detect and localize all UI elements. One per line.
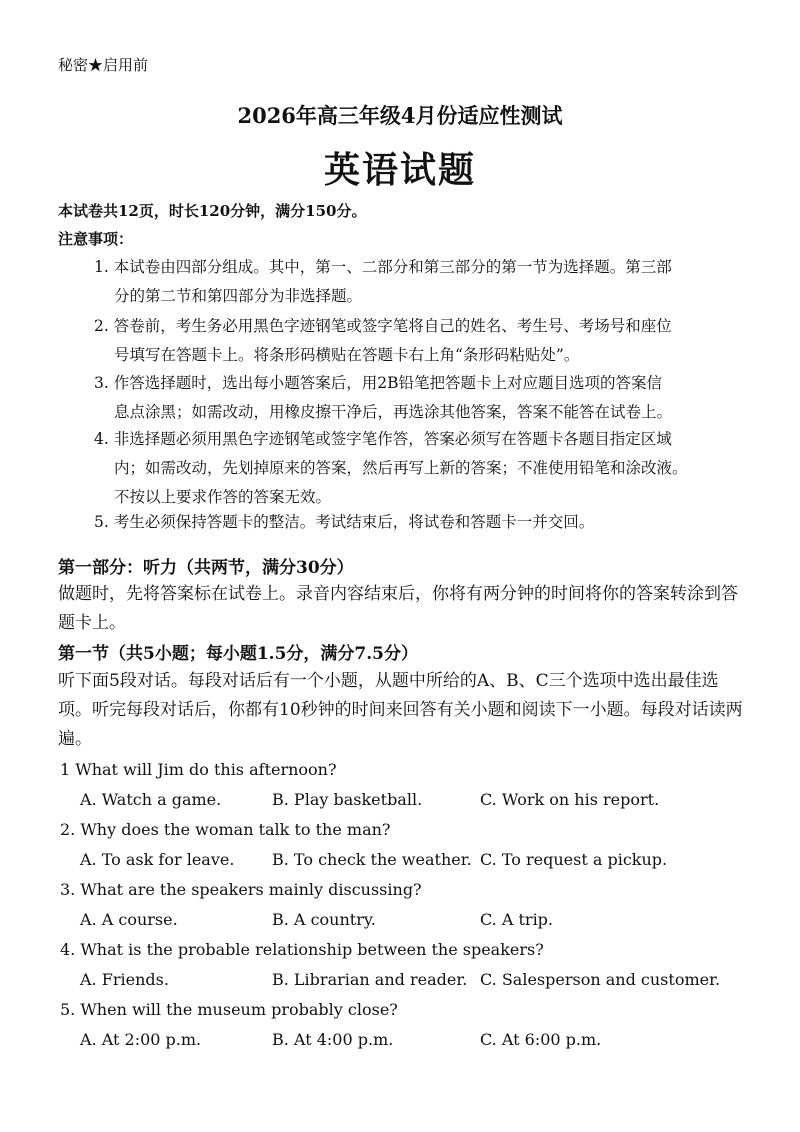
option-c: C. A trip. [480, 910, 554, 929]
note-item [94, 425, 754, 512]
notes-heading: 注意事项： [58, 230, 134, 248]
option-b: B. A country. [272, 910, 376, 929]
question-text: 1 What will Jim do this afternoon? [60, 760, 337, 779]
exam-title: 2026年高三年级4月份适应性测试 [237, 103, 563, 128]
option-a: A. Friends. [80, 970, 169, 989]
option-a: A. Watch a game. [80, 790, 222, 809]
confidential-label: 秘密★启用前 [58, 56, 149, 74]
part1-heading: 第一部分：听力（共两节，满分30分） [58, 558, 354, 578]
section1-heading: 第一节（共5小题；每小题1.5分，满分7.5分） [58, 644, 418, 664]
note-line: 2. 答卷前，考生务必用黑色字迹钢笔或签字笔将自己的姓名、考生号、考场号和座位 [94, 317, 672, 335]
note-item [94, 312, 754, 370]
option-c: C. Salesperson and customer. [480, 970, 721, 989]
option-a: A. To ask for leave. [80, 850, 235, 869]
subject-title: 英语试题 [323, 149, 476, 191]
question-text: 3. What are the speakers mainly discussing? [60, 880, 422, 899]
note-item [94, 508, 754, 537]
note-line: 内；如需改动，先划掉原来的答案，然后再写上新的答案；不准使用铅笔和涂改液。 [114, 459, 688, 477]
option-b: B. To check the weather. [272, 850, 472, 869]
note-line: 1. 本试卷由四部分组成。其中，第一、二部分和第三部分的第一节为选择题。第三部 [94, 258, 672, 276]
note-line: 3. 作答选择题时，选出每小题答案后，用2B铅笔把答题卡上对应题目选项的答案信 [94, 374, 662, 392]
note-line: 5. 考生必须保持答题卡的整洁。考试结束后，将试卷和答题卡一并交回。 [94, 513, 595, 531]
question-text: 5. When will the museum probably close? [60, 1000, 398, 1019]
option-a: A. At 2:00 p.m. [80, 1030, 202, 1049]
question-text: 2. Why does the woman talk to the man? [60, 820, 391, 839]
question-text: 4. What is the probable relationship between the speakers? [60, 940, 544, 959]
note-line: 不按以上要求作答的答案无效。 [114, 488, 332, 506]
option-c: C. Work on his report. [480, 790, 660, 809]
option-a: A. A course. [80, 910, 178, 929]
note-line: 分的第二节和第四部分为非选择题。 [114, 287, 363, 305]
option-b: B. At 4:00 p.m. [272, 1030, 394, 1049]
note-line: 号填写在答题卡上。将条形码横贴在答题卡右上角“条形码粘贴处”。 [114, 346, 580, 364]
section1-description: 听下面5段对话。每段对话后有一个小题，从题中所给的A、B、C三个选项中选出最佳选项。听完每段对话后，你都有10秒钟的时间来回答有关小题和阅读下一小题。每段对话读两遍。 [58, 671, 743, 749]
note-item [94, 369, 754, 427]
note-line: 4. 非选择题必须用黑色字迹钢笔或签字笔作答，答案必须写在答题卡各题目指定区域 [94, 430, 672, 448]
option-c: C. To request a pickup. [480, 850, 668, 869]
option-b: B. Play basketball. [272, 790, 423, 809]
option-c: C. At 6:00 p.m. [480, 1030, 602, 1049]
part1-description: 做题时，先将答案标在试卷上。录音内容结束后，你将有两分钟的时间将你的答案转涂到答题卡上。 [58, 584, 738, 633]
exam-info: 本试卷共12页，时长120分钟，满分150分。 [58, 202, 367, 220]
note-item [94, 253, 754, 311]
note-line: 息点涂黑；如需改动，用橡皮擦干净后，再选涂其他答案，答案不能答在试卷上。 [114, 403, 673, 421]
option-b: B. Librarian and reader. [272, 970, 468, 989]
